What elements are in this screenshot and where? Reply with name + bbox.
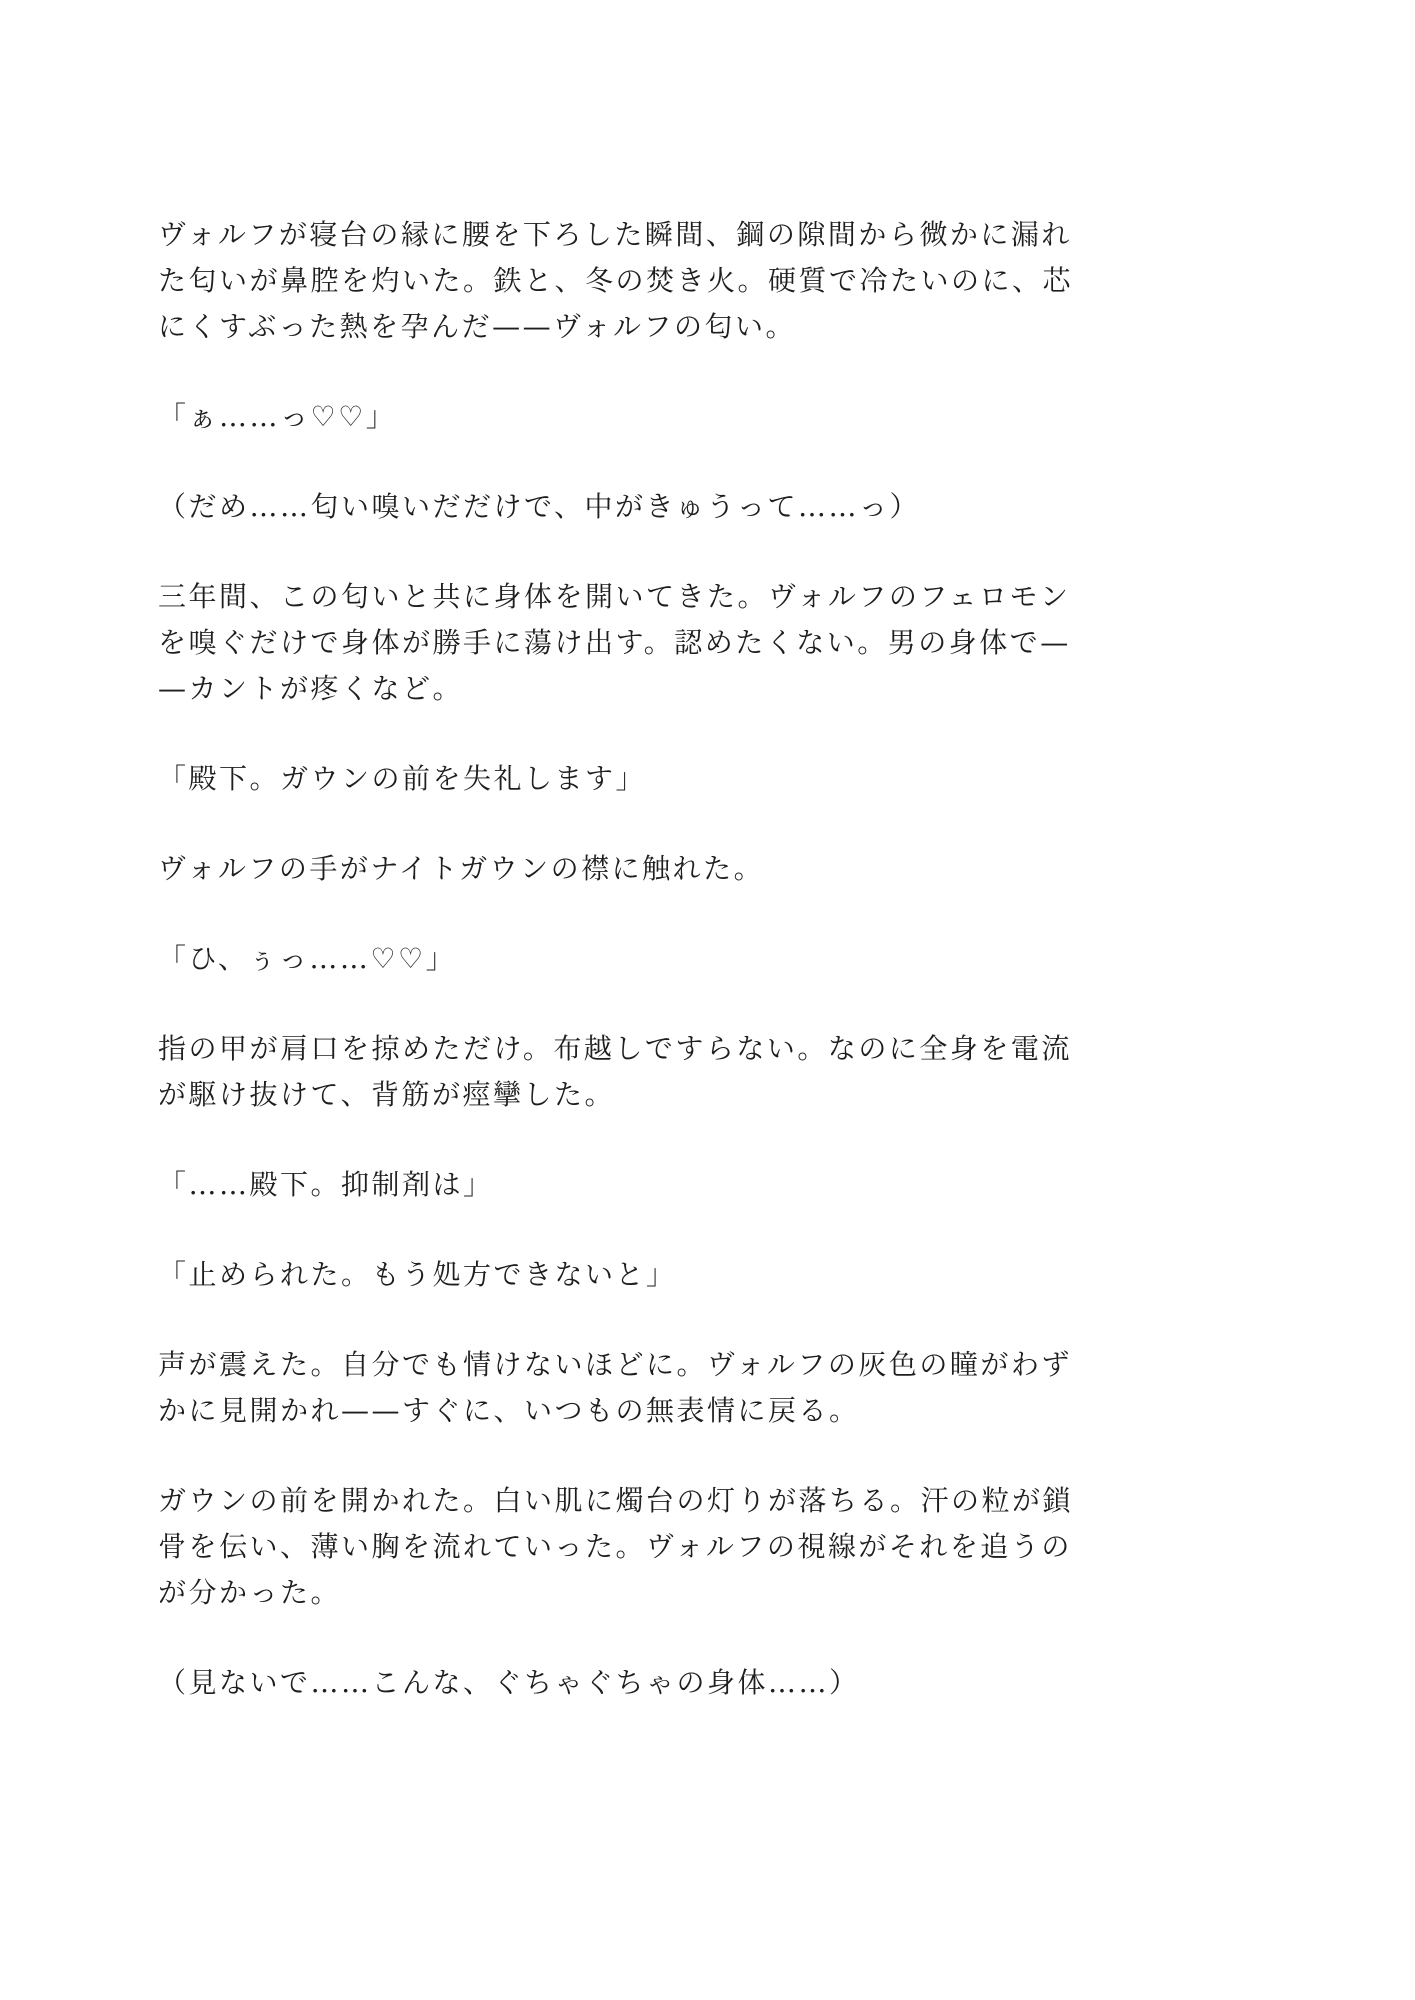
paragraph-thought bbox=[158, 1660, 1275, 1706]
text-line: （見ないで……こんな、ぐちゃぐちゃの身体……） bbox=[158, 1666, 860, 1699]
text-line: 「ぁ……っ♡♡」 bbox=[158, 400, 397, 433]
text-line: —カントが疼くなど。 bbox=[158, 672, 464, 705]
paragraph-narration bbox=[158, 1478, 1275, 1616]
text-line: にくすぶった熱を孕んだ——ヴォルフの匂い。 bbox=[158, 310, 796, 343]
paragraph-narration bbox=[158, 212, 1275, 350]
text-line: ガウンの前を開かれた。白い肌に燭台の灯りが落ちる。汗の粒が鎖 bbox=[158, 1484, 1074, 1517]
paragraph-dialogue bbox=[158, 394, 1275, 440]
paragraph-dialogue bbox=[158, 1162, 1275, 1208]
paragraph-narration bbox=[158, 574, 1275, 712]
text-line: 三年間、この匂いと共に身体を開いてきた。ヴォルフのフェロモン bbox=[158, 580, 1071, 613]
text-line: 骨を伝い、薄い胸を流れていった。ヴォルフの視線がそれを追うの bbox=[158, 1530, 1072, 1563]
text-line: 「殿下。ガウンの前を失礼します」 bbox=[158, 762, 647, 795]
text-line: ヴォルフの手がナイトガウンの襟に触れた。 bbox=[158, 852, 765, 885]
text-line: ヴォルフが寝台の縁に腰を下ろした瞬間、鋼の隙間から微かに漏れ bbox=[158, 218, 1072, 251]
paragraph-narration bbox=[158, 1342, 1275, 1434]
text-line: 「止められた。もう処方できないと」 bbox=[158, 1258, 677, 1291]
paragraph-dialogue bbox=[158, 936, 1275, 982]
paragraph-thought bbox=[158, 484, 1275, 530]
paragraph-dialogue bbox=[158, 1252, 1275, 1298]
text-line: が駆け抜けて、背筋が痙攣した。 bbox=[158, 1078, 615, 1111]
paragraph-narration bbox=[158, 1026, 1275, 1118]
text-line: を嗅ぐだけで身体が勝手に蕩け出す。認めたくない。男の身体で— bbox=[158, 626, 1071, 659]
text-line: 指の甲が肩口を掠めただけ。布越しですらない。なのに全身を電流 bbox=[158, 1032, 1072, 1065]
paragraph-narration bbox=[158, 846, 1275, 892]
text-line: かに見開かれ——すぐに、いつもの無表情に戻る。 bbox=[158, 1394, 860, 1427]
text-line: 「ひ、ぅっ……♡♡」 bbox=[158, 942, 457, 975]
text-line: 声が震えた。自分でも情けないほどに。ヴォルフの灰色の瞳がわず bbox=[158, 1348, 1072, 1381]
text-line: が分かった。 bbox=[158, 1576, 342, 1609]
paragraph-dialogue bbox=[158, 756, 1275, 802]
text-line: 「……殿下。抑制剤は」 bbox=[158, 1168, 494, 1201]
text-line: た匂いが鼻腔を灼いた。鉄と、冬の焚き火。硬質で冷たいのに、芯 bbox=[158, 264, 1074, 297]
text-line: （だめ……匂い嗅いだだけで、中がきゅうって……っ） bbox=[158, 490, 920, 523]
